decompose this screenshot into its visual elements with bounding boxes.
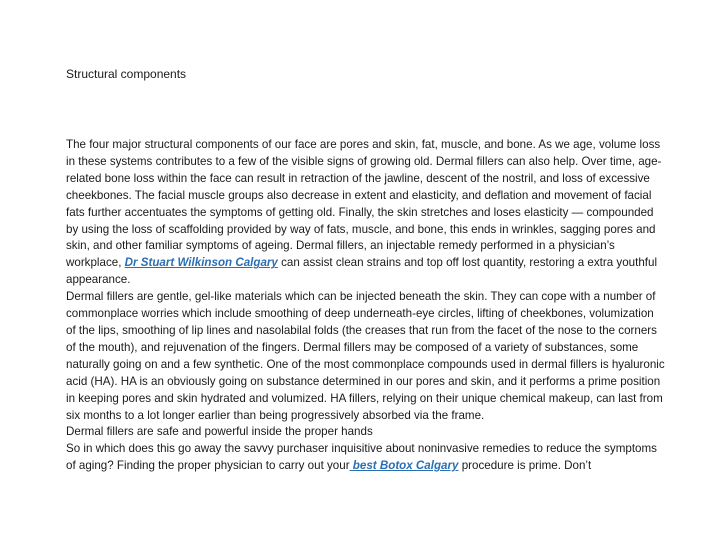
dr-stuart-wilkinson-link[interactable]: Dr Stuart Wilkinson Calgary xyxy=(124,256,278,270)
paragraph-1-text-end: can assist clean strains and top off lost quantity, restoring a extra youthful appearance. xyxy=(66,256,658,287)
paragraph-structural-components xyxy=(66,137,666,289)
paragraph-3-text-end: procedure is prime. Don’t xyxy=(458,459,592,473)
best-botox-calgary-link[interactable]: best Botox Calgary xyxy=(349,459,459,473)
paragraph-3-text: So in which does this go away the savvy purchaser inquisitive about noninvasive remedies to reduce the symptoms of aging? Finding the proper physician to carry out your xyxy=(66,442,657,473)
paragraph-1-text: The four major structural components of our face are pores and skin, fat, muscle, and bone. As we age, volume loss in these systems contributes to a few of the visible signs of growing old. Dermal fillers can also help. Over time, age-related bone loss within the face can result in retraction of the jawline, descent of the nostril, and loss of excessive cheekbones. The facial muscle groups also decrease in extent and elasticity, and deflation and movement of facial fats further accentuates the symptoms of getting old. Finally, the skin stretches and loses elasticity — compounded by using the loss of scaffolding provided by way of fats, muscle, and bone, this ends in wrinkles, sagging pores and skin, and other familiar symptoms of ageing. Dermal fillers, an injectable remedy performed in a physician’s workplace, xyxy=(66,138,662,270)
subheading-safe-powerful: Dermal fillers are safe and powerful inside the proper hands xyxy=(66,425,373,439)
section-heading: Structural components xyxy=(66,67,187,81)
paragraph-savvy-purchaser xyxy=(66,441,666,475)
document-body xyxy=(66,137,666,475)
paragraph-dermal-fillers: Dermal fillers are gentle, gel-like materials which can be injected beneath the skin. They can cope with a number of commonplace worries which include smoothing of deep underneath-eye circles, lifting of cheekbones, volumization of the lips, smoothing of lip lines and nasolabilal folds (the creases that run from the facet of the nose to the corners of the mouth), and rejuvenation of the fingers. Dermal fillers may be composed of a variety of substances, some naturally going on and a few synthetic. One of the most commonplace compounds used in dermal fillers is hyaluronic acid (HA). HA is an obviously going on substance determined in our pores and skin, and it performs a prime position in keeping pores and skin hydrated and volumized. HA fillers, relying on their unique chemical makeup, can last from six months to a lot longer earlier than being progressively absorbed via the frame. xyxy=(66,290,665,422)
